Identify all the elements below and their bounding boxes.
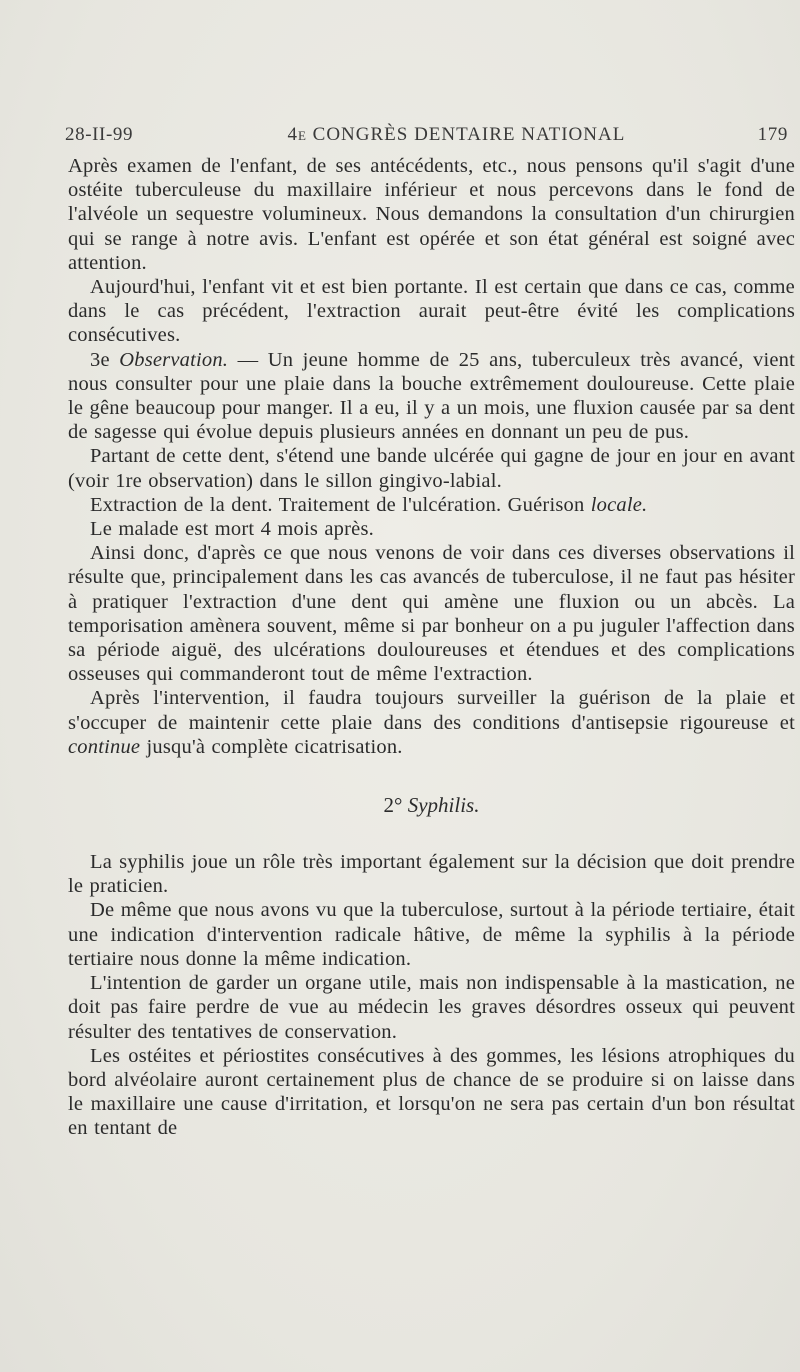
paragraph-text: Extraction de la dent. Traitement de l'ulcération. Guérison xyxy=(90,493,591,516)
section-two-text xyxy=(68,850,795,1140)
paragraph: La syphilis joue un rôle très important également sur la décision que doit prendre le praticien. xyxy=(68,851,795,898)
running-head-date: 28-II-99 xyxy=(65,124,134,145)
section-number: 2° xyxy=(383,793,403,818)
emphasis: continue xyxy=(68,735,141,758)
paragraph: Le malade est mort 4 mois après. xyxy=(90,518,374,541)
main-text xyxy=(68,154,795,759)
observation-text: — Un jeune homme de 25 ans, tuberculeux très avancé, vient nous consulter pour une plaie dans la bouche extrêmement douloureuse. Cette plaie le gêne beaucoup pour manger. Il a eu, il y a un mois, une fluxion causée par sa dent de sagesse qui évolue depuis plusieurs années en donnant un peu de pus. xyxy=(68,348,796,444)
observation-label: Observation. xyxy=(119,348,229,371)
paragraph xyxy=(68,493,795,517)
paragraph-observation-3 xyxy=(68,348,795,445)
emphasis: locale. xyxy=(590,493,648,516)
paragraph-text: Partant de cette dent, s'étend une bande ulcérée qui gagne de jour en jour en avant (voir xyxy=(68,445,795,492)
paragraph-text: jusqu'à complète cicatrisation. xyxy=(140,735,403,758)
section-heading xyxy=(68,793,795,818)
observation-ref: 1re xyxy=(115,469,142,492)
paragraph: Aujourd'hui, l'enfant vit et est bien portante. Il est certain que dans ce cas, comme dans le cas précédent, l'extraction aurait peut-être évité les complications consécutives. xyxy=(68,276,795,347)
paragraph xyxy=(68,444,795,492)
paragraph-text: Après l'intervention, il faudra toujours surveiller la guérison de la plaie et s'occuper de maintenir cette plaie dans des conditions d'antisepsie rigoureuse et xyxy=(68,687,795,734)
observation-number: 3e xyxy=(90,348,110,371)
paragraph: Après examen de l'enfant, de ses antécédents, etc., nous pensons qu'il s'agit d'une ostéite tuberculeuse du maxillaire inférieur et nous percevons dans le fond de l'alvéole un sequestre volumineux. Nous demandons la consultation d'un chirurgien qui se range à notre avis. L'enfant est opérée et son état général est soigné avec attention. xyxy=(68,155,795,274)
section-title: Syphilis. xyxy=(407,793,480,818)
page-number: 179 xyxy=(757,124,788,145)
running-head-title: 4e CONGRÈS DENTAIRE NATIONAL xyxy=(287,124,626,145)
paragraph xyxy=(68,686,795,759)
running-head xyxy=(65,124,790,146)
paragraph: Les ostéites et périostites consécutives à des gommes, les lésions atrophiques du bord alvéolaire auront certainement plus de chance de se produire si on laisse dans le maxillaire une cause d'irritation, et lorsqu'on ne sera pas certain d'un bon résultat en tentant de xyxy=(68,1044,795,1140)
paragraph: L'intention de garder un organe utile, mais non indispensable à la mastication, ne doit pas faire perdre de vue au médecin les graves désordres osseux qui peuvent résulter des tentatives de conservation. xyxy=(68,972,795,1043)
paragraph-text: observation) dans le sillon gingivo-labial. xyxy=(141,469,502,492)
paragraph: Ainsi donc, d'après ce que nous venons de voir dans ces diverses observations il résulte que, principalement dans les cas avancés de tuberculose, il ne faut pas hésiter à pratiquer l'extraction d'une dent qui amène une fluxion ou un abcès. La temporisation amènera souvent, même si par bonheur on a pu juguler l'affection dans sa période aiguë, des ulcérations douloureuses et étendues et des complications osseuses qui commanderont tout de même l'extraction. xyxy=(68,542,795,686)
paragraph: De même que nous avons vu que la tuberculose, surtout à la période tertiaire, était une indication d'intervention radicale hâtive, de même la syphilis à la période tertiaire nous donne la même indication. xyxy=(68,899,795,970)
